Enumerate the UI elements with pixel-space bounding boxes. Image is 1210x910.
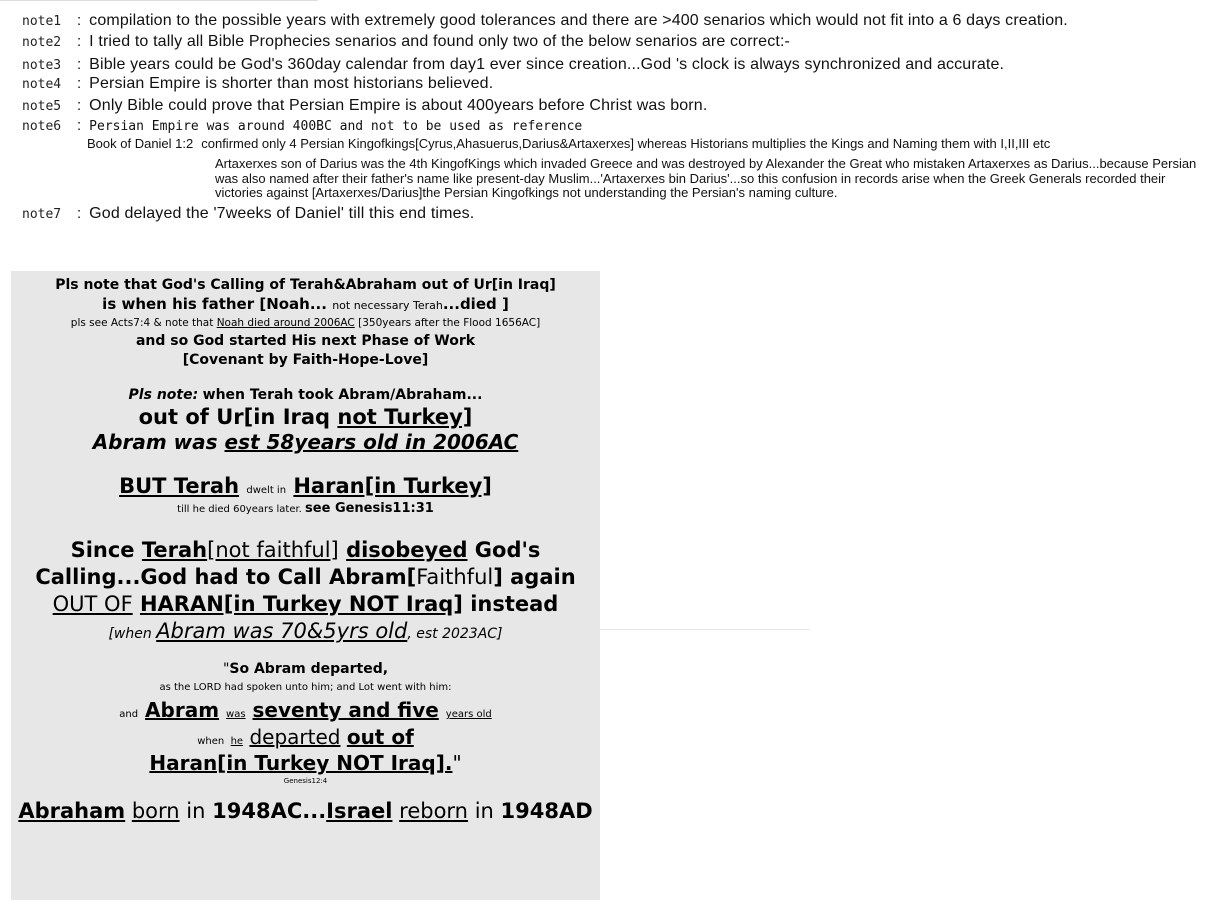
note-text: Persian Empire was around 400BC and not to be used as reference [89, 119, 583, 134]
book-reference: Book of Daniel 1:2 [87, 136, 194, 151]
note6-subtext: confirmed only 4 Persian Kingofkings[Cyrus,Ahasuerus,Darius&Artaxerxes] whereas Historians multiplies the Kings and Naming them with I,II,III etc [201, 136, 1051, 151]
note-label: note7 [22, 206, 62, 222]
note-label: note2 [22, 35, 62, 50]
panel-line: Since Terah[not faithful] disobeyed God's [70, 538, 541, 562]
panel-line: and so God started His next Phase of Work [135, 333, 476, 349]
panel-line: Abram was est 58years old in 2006AC [92, 430, 519, 454]
panel-line: "So Abram departed, [222, 661, 389, 677]
note-label: note4 [22, 77, 62, 92]
panel-line: BUT Terah dwelt in Haran[in Turkey] [119, 474, 492, 498]
note-text: Bible years could be God's 360day calendar from day1 ever since creation...God 's clock is always synchronized and accurate. [89, 56, 1005, 73]
note6-subline [87, 136, 1202, 151]
panel-line: Genesis12:4 [283, 777, 328, 785]
panel-line: and Abram was seventy and five years old [119, 698, 492, 722]
note6-paragraph: Artaxerxes son of Darius was the 4th KingofKings which invaded Greece and was destroyed by Alexander the Great who mistaken Artaxerxes as Darius...because Persian was also named after their father's name like present-day Muslim...'Artaxerxes bin Darius'...so this confusion in records arise when the Greek Generals recorded their victories against [Artaxerxes/Darius]the Persian Kingofkings not understanding the Persian's naming culture. [215, 156, 1197, 200]
panel-line: till he died 60years later. see Genesis11:31 [177, 501, 434, 516]
notes-list [22, 12, 1202, 223]
top-divider [0, 0, 318, 1]
note-label: note1 [22, 14, 62, 29]
note-label: note3 [22, 58, 62, 73]
note-row: note6 : Persian Empire was around 400BC and not to be used as reference [22, 117, 583, 134]
panel-line: Pls note that God's Calling of Terah&Abraham out of Ur[in Iraq] [55, 277, 556, 293]
panel-line: Haran[in Turkey NOT Iraq]." [149, 751, 462, 775]
note-row: note4 : Persian Empire is shorter than most historians believed. [22, 75, 494, 92]
note-row: note5 : Only Bible could prove that Persian Empire is about 400years before Christ was born. [22, 97, 708, 114]
panel-line: [Covenant by Faith-Hope-Love] [182, 352, 429, 368]
panel-line: when he departed out of [197, 725, 414, 749]
note-text: God delayed the '7weeks of Daniel' till this end times. [89, 204, 475, 222]
note-text: Persian Empire is shorter than most historians believed. [89, 75, 494, 92]
note-row: note7 : God delayed the '7weeks of Daniel' till this end times. [22, 204, 475, 222]
panel-line: as the LORD had spoken unto him; and Lot went with him: [159, 682, 452, 693]
panel-line: [when Abram was 70&5yrs old, est 2023AC] [108, 619, 503, 643]
note-text: Only Bible could prove that Persian Empire is about 400years before Christ was born. [89, 97, 708, 114]
note-text: compilation to the possible years with extremely good tolerances and there are >400 senarios which would not fit into a 6 days creation. [89, 12, 1068, 29]
note-label: note5 [22, 99, 62, 114]
note-row: note3 : Bible years could be God's 360day calendar from day1 ever since creation...God 's clock is always synchronized and accurate. [22, 56, 1005, 73]
note-row: note2 : I tried to tally all Bible Prophecies senarios and found only two of the below senarios are correct:- [22, 33, 791, 50]
scripture-panel [11, 271, 600, 900]
panel-line: Abraham born in 1948AC...Israel reborn in 1948AD [18, 799, 593, 823]
panel-line: Calling...God had to Call Abram[Faithful] again [35, 565, 576, 589]
divider [600, 629, 810, 630]
panel-line: OUT OF HARAN[in Turkey NOT Iraq] instead [52, 592, 559, 616]
note-row: note1 : compilation to the possible years with extremely good tolerances and there are >400 senarios which would not fit into a 6 days creation. [22, 12, 1068, 29]
note-label: note6 [22, 119, 62, 134]
panel-line: pls see Acts7:4 & note that Noah died around 2006AC [350years after the Flood 1656AC] [70, 317, 541, 329]
panel-line: Pls note: when Terah took Abram/Abraham... [128, 387, 483, 403]
note-text: I tried to tally all Bible Prophecies senarios and found only two of the below senarios are correct:- [89, 33, 791, 50]
panel-line: out of Ur[in Iraq not Turkey] [138, 405, 473, 429]
panel-line: is when his father [Noah... not necessary Terah...died ] [102, 295, 509, 313]
